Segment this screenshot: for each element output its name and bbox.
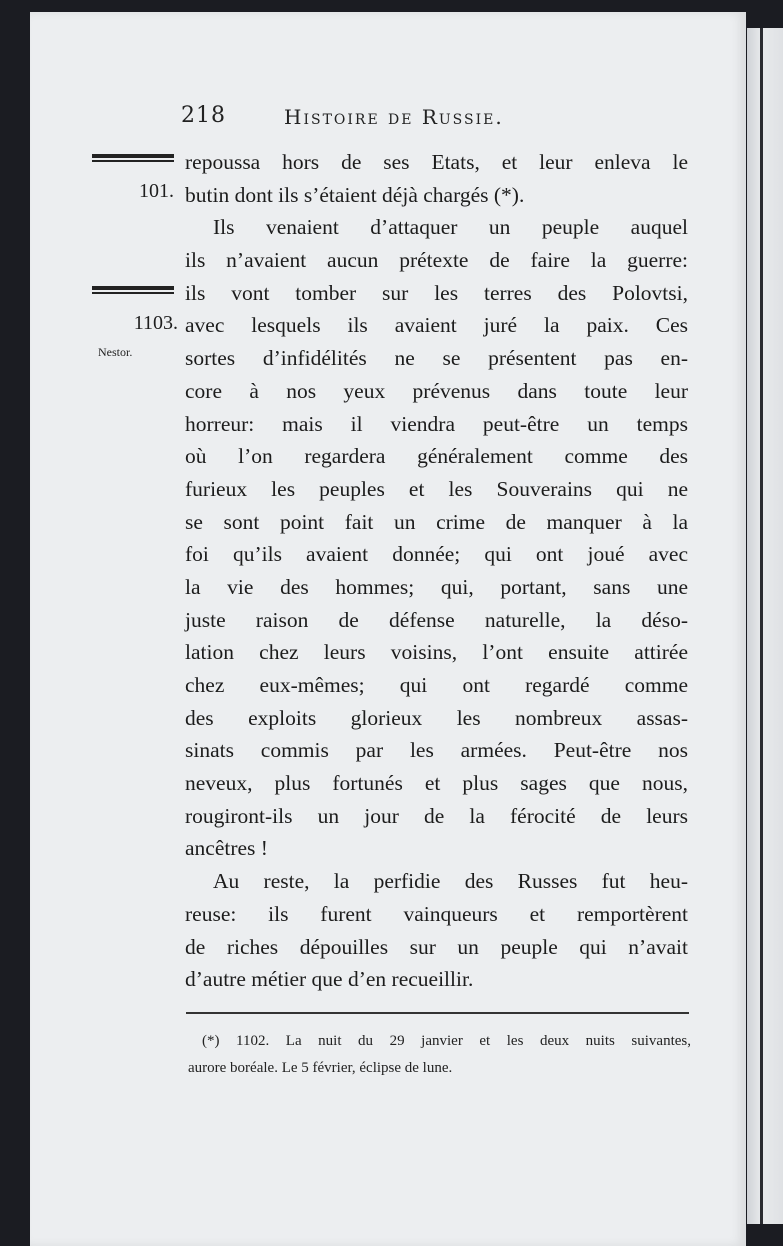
text-line: ancêtres ! [185,836,268,861]
text-line: des exploits glorieux les nombreux assas- [185,705,688,730]
footnote-line: (*) 1102. La nuit du 29 janvier et les deux nuits suivantes, [202,1033,691,1049]
text-line: rougiront-ils un jour de la férocité de leurs [185,803,688,828]
footnote [188,1028,691,1082]
footnote-divider [186,1012,689,1014]
text-line: foi qu’ils avaient donnée; qui ont joué avec [185,542,688,567]
text-line: la vie des hommes; qui, portant, sans une [185,574,688,599]
margin-rule-middle [92,286,174,295]
text-line: horreur: mais il viendra peut-être un temps [185,411,688,436]
text-line: de riches dépouilles sur un peuple qui n’avait [185,934,688,959]
text-line: où l’on regardera généralement comme des [185,444,688,469]
page-number: 218 [181,103,226,128]
paragraph-start-line: Ils venaient d’attaquer un peuple auquel [213,215,688,240]
text-line: chez eux-mêmes; qui ont regardé comme [185,673,688,697]
text-line: sinats commis par les armées. Peut-être nos [185,738,688,763]
facing-page-edge [747,28,783,1224]
text-line: juste raison de défense naturelle, la déso- [185,607,688,632]
text-line: core à nos yeux prévenus dans toute leur [185,378,688,403]
margin-year-101: 101. [139,180,174,202]
binding-shadow [760,28,763,1224]
text-line: ils n’avaient aucun prétexte de faire la guerre: [185,248,688,273]
footnote-line: aurore boréale. Le 5 février, éclipse de lune. [188,1060,453,1076]
running-title: Histoire de Russie. [284,105,504,129]
text-line: lation chez leurs voisins, l’ont ensuite attirée [185,640,688,665]
paragraph-start-line: Au reste, la perfidie des Russes fut heu- [213,869,688,894]
text-line: repoussa hors de ses Etats, et leur enleva le [185,150,688,174]
text-line: d’autre métier que d’en recueillir. [185,967,474,992]
text-line: neveux, plus fortunés et plus sages que nous, [185,771,688,796]
margin-source-note: Nestor. [98,345,133,359]
text-line: se sont point fait un crime de manquer à la [185,509,688,534]
margin-rule-top [92,154,174,163]
page-header [181,103,581,133]
text-line: butin dont ils s’étaient déjà chargés (*). [185,182,525,207]
body-text [185,146,688,996]
text-line: ils vont tomber sur les terres des Polovtsi, [185,280,688,305]
text-line: sortes d’infidélités ne se présentent pas en- [185,346,688,371]
text-line: furieux les peuples et les Souverains qui ne [185,476,688,501]
margin-year-1103: 1103. [133,312,178,334]
text-line: reuse: ils furent vainqueurs et remportèrent [185,901,688,926]
text-line: avec lesquels ils avaient juré la paix. Ces [185,313,688,338]
